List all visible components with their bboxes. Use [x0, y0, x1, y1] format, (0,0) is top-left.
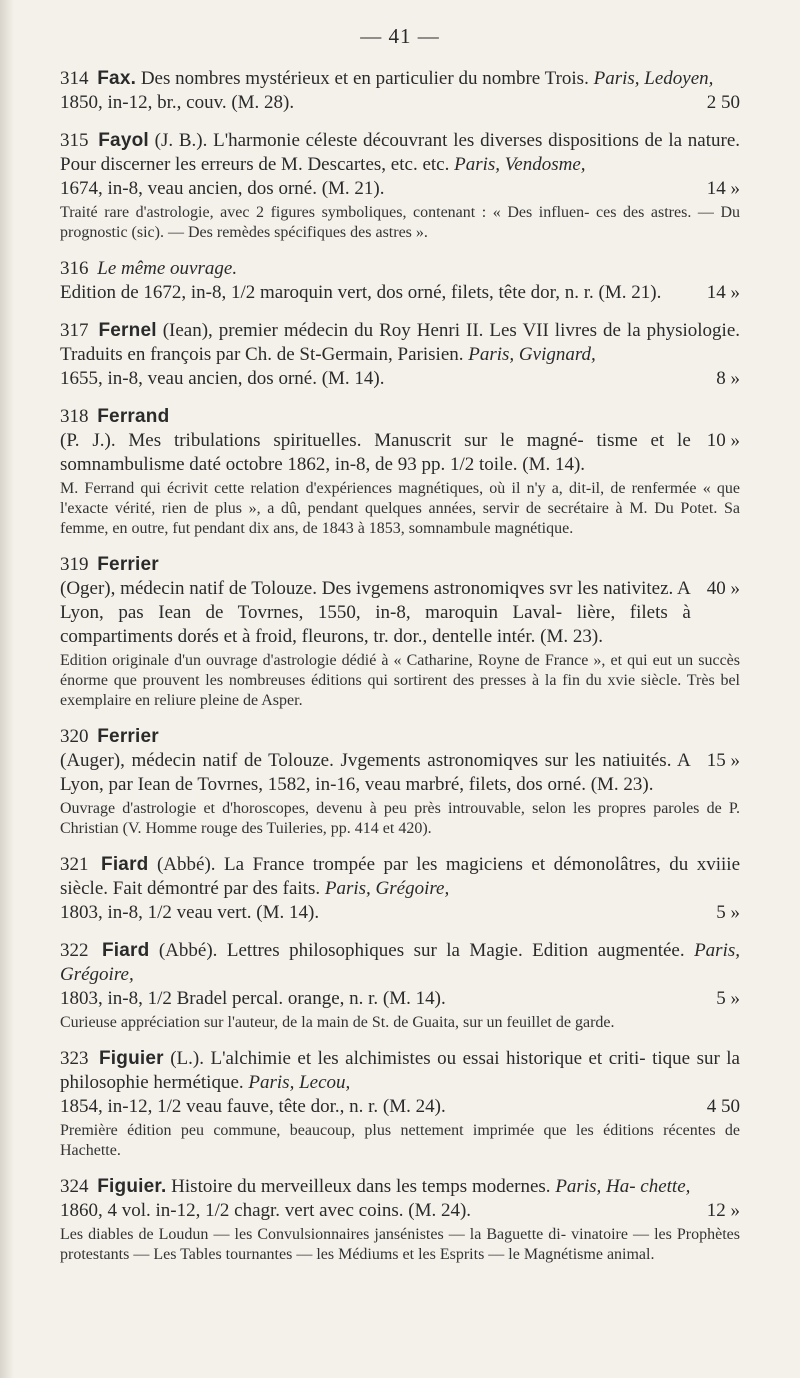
entry-note: Curieuse appréciation sur l'auteur, de la main de St. de Guaita, sur un feuillet de garde. — [60, 1014, 615, 1031]
entry-author: Fax. — [97, 68, 137, 89]
entry-price: 8 » — [716, 368, 740, 389]
entry-imprint: Paris, Gvignard, — [468, 344, 596, 365]
entry-price: 5 » — [716, 902, 740, 923]
entry-author: Fernel — [98, 320, 157, 341]
entry-details: 1854, in-12, 1/2 veau fauve, tête dor., n. r. (M. 24). — [60, 1096, 446, 1117]
entry-number: 314 — [60, 68, 89, 89]
entry-imprint: Paris, Grégoire, — [60, 940, 740, 985]
entry-imprint: Paris, Grégoire, — [324, 878, 450, 899]
entry-number: 321 — [60, 854, 89, 875]
entry-price: 15 » — [706, 750, 740, 771]
catalogue-entry — [60, 67, 740, 115]
entry-price: 40 » — [706, 578, 740, 599]
entry-price: 10 » — [706, 430, 740, 451]
entry-number: 322 — [60, 940, 89, 961]
entry-imprint: Paris, Lecou, — [248, 1072, 351, 1093]
entry-note: Ouvrage d'astrologie et d'horoscopes, devenu à peu près introuvable, selon les propres paroles de P. Christian (V. Homme rouge des Tuileries, pp. 414 et 420). — [60, 800, 740, 837]
catalogue-entry — [60, 553, 740, 711]
entry-details: 1674, in-8, veau ancien, dos orné. (M. 21). — [60, 178, 385, 199]
entry-author: Ferrier — [97, 554, 159, 575]
entry-title: (Auger), médecin natif de Tolouze. Jvgements astronomiqves sur les natiuités. A Lyon, par Iean de Tovrnes, 1582, in-16, veau marbré, filets, dos orné. (M. 23). — [60, 750, 691, 795]
entry-number: 316 — [60, 258, 89, 279]
catalogue-entry — [60, 1175, 740, 1265]
entry-note: Première édition peu commune, beaucoup, plus nettement imprimée que les éditions récentes de Hachette. — [60, 1122, 740, 1159]
entry-title: (J. B.). L'harmonie céleste découvrant les diverses dispositions de la nature. Pour discerner les erreurs de M. Descartes, etc. etc. — [60, 130, 740, 175]
entry-details: Edition de 1672, in-8, 1/2 maroquin vert, dos orné, filets, tête dor, n. r. (M. 21). — [60, 282, 662, 303]
entry-number: 323 — [60, 1048, 89, 1069]
entry-price: 5 » — [716, 988, 740, 1009]
entry-title: (L.). L'alchimie et les alchimistes ou essai historique et criti- tique sur la philosophie hermétique. — [60, 1048, 740, 1093]
entry-number: 319 — [60, 554, 89, 575]
entry-imprint: Paris, Vendosme, — [454, 154, 586, 175]
entry-title: (Abbé). La France trompée par les magiciens et démonolâtres, du xviiie siècle. Fait démontré par des faits. — [60, 854, 741, 899]
entry-author: Ferrier — [97, 726, 159, 747]
catalogue-entry — [60, 257, 740, 305]
entry-note: M. Ferrand qui écrivit cette relation d'expériences magnétiques, où il n'y a, dit-il, de renfermée « que l'exacte vérité, rien de plus », a dû, pendant quelques années, servir de secrétaire à M. Du Potet. Sa femme, en outre, fut pendant dix ans, de 1843 à 1853, somnambule magnétique. — [60, 480, 740, 537]
entry-imprint: Paris, Ledoyen, — [593, 68, 714, 89]
entry-title: (Iean), premier médecin du Roy Henri II. Les VII livres de la physiologie. Traduits en françois par Ch. de St-Germain, Parisien. — [60, 320, 741, 365]
entry-author: Fiard — [101, 854, 149, 875]
entry-author: Ferrand — [97, 406, 170, 427]
catalogue-entry — [60, 853, 740, 925]
entry-note: Les diables de Loudun — les Convulsionnaires jansénistes — la Baguette di- vinatoire — les Prophètes protestants — Les Tables tournantes — les Médiums et les Esprits — le Magnétisme animal. — [60, 1226, 740, 1263]
entry-title: Le même ouvrage. — [97, 258, 238, 279]
entry-title: Histoire du merveilleux dans les temps modernes. — [171, 1176, 551, 1197]
page-number: — 41 — — [360, 24, 440, 48]
entry-details: 1803, in-8, 1/2 Bradel percal. orange, n. r. (M. 14). — [60, 988, 446, 1009]
entry-author: Figuier — [98, 1048, 164, 1069]
entry-imprint: Paris, Ha- chette, — [555, 1176, 691, 1197]
binding-edge — [0, 0, 14, 1378]
entry-number: 318 — [60, 406, 89, 427]
entry-title: Des nombres mystérieux et en particulier du nombre Trois. — [140, 68, 589, 89]
entry-number: 324 — [60, 1176, 89, 1197]
catalogue-entry — [60, 725, 740, 839]
entry-author: Fiard — [101, 940, 150, 961]
entry-details: 1850, in-12, br., couv. (M. 28). — [60, 92, 295, 113]
entry-note: Traité rare d'astrologie, avec 2 figures symboliques, contenant : « Des influen- ces des astres. — Du prognostic (sic). — Des remèdes spécifiques des astres ». — [60, 204, 740, 241]
entry-number: 320 — [60, 726, 89, 747]
entry-price: 4 50 — [706, 1096, 740, 1117]
entry-author: Figuier. — [97, 1176, 167, 1197]
entry-price: 14 » — [706, 282, 740, 303]
catalogue-entry — [60, 319, 740, 391]
entry-details: 1655, in-8, veau ancien, dos orné. (M. 14). — [60, 368, 385, 389]
entry-title: (P. J.). Mes tribulations spirituelles. Manuscrit sur le magné- tisme et le somnambulisme daté octobre 1862, in-8, de 93 pp. 1/2 toile. (M. 14). — [60, 430, 691, 475]
catalogue-entry — [60, 129, 740, 243]
entry-details: 1860, 4 vol. in-12, 1/2 chagr. vert avec coins. (M. 24). — [60, 1200, 472, 1221]
entry-price: 2 50 — [706, 92, 740, 113]
entry-number: 315 — [60, 130, 89, 151]
catalogue-entry — [60, 939, 740, 1033]
catalogue-entry — [60, 1047, 740, 1161]
entry-number: 317 — [60, 320, 89, 341]
catalogue-entry — [60, 405, 740, 539]
entry-details: 1803, in-8, 1/2 veau vert. (M. 14). — [60, 902, 320, 923]
entry-title: (Abbé). Lettres philosophiques sur la Magie. Edition augmentée. — [158, 940, 685, 961]
entry-title: (Oger), médecin natif de Tolouze. Des ivgemens astronomiqves svr les nativitez. A Lyon, pas Iean de Tovrnes, 1550, in-8, maroquin Laval- lière, filets à compartiments dorés et à froid, fleurons, tr. dor., dentelle intér. (M. 23). — [60, 578, 691, 647]
entry-author: Fayol — [98, 130, 149, 151]
entry-price: 12 » — [706, 1200, 740, 1221]
entry-price: 14 » — [706, 178, 740, 199]
entry-note: Edition originale d'un ouvrage d'astrologie dédié à « Catharine, Royne de France », et qui eut un succès énorme que prouvent les nombreuses éditions qui sortirent des presses à la fin du xvie siècle. Très bel exemplaire en reliure pleine de Asper. — [60, 652, 740, 709]
